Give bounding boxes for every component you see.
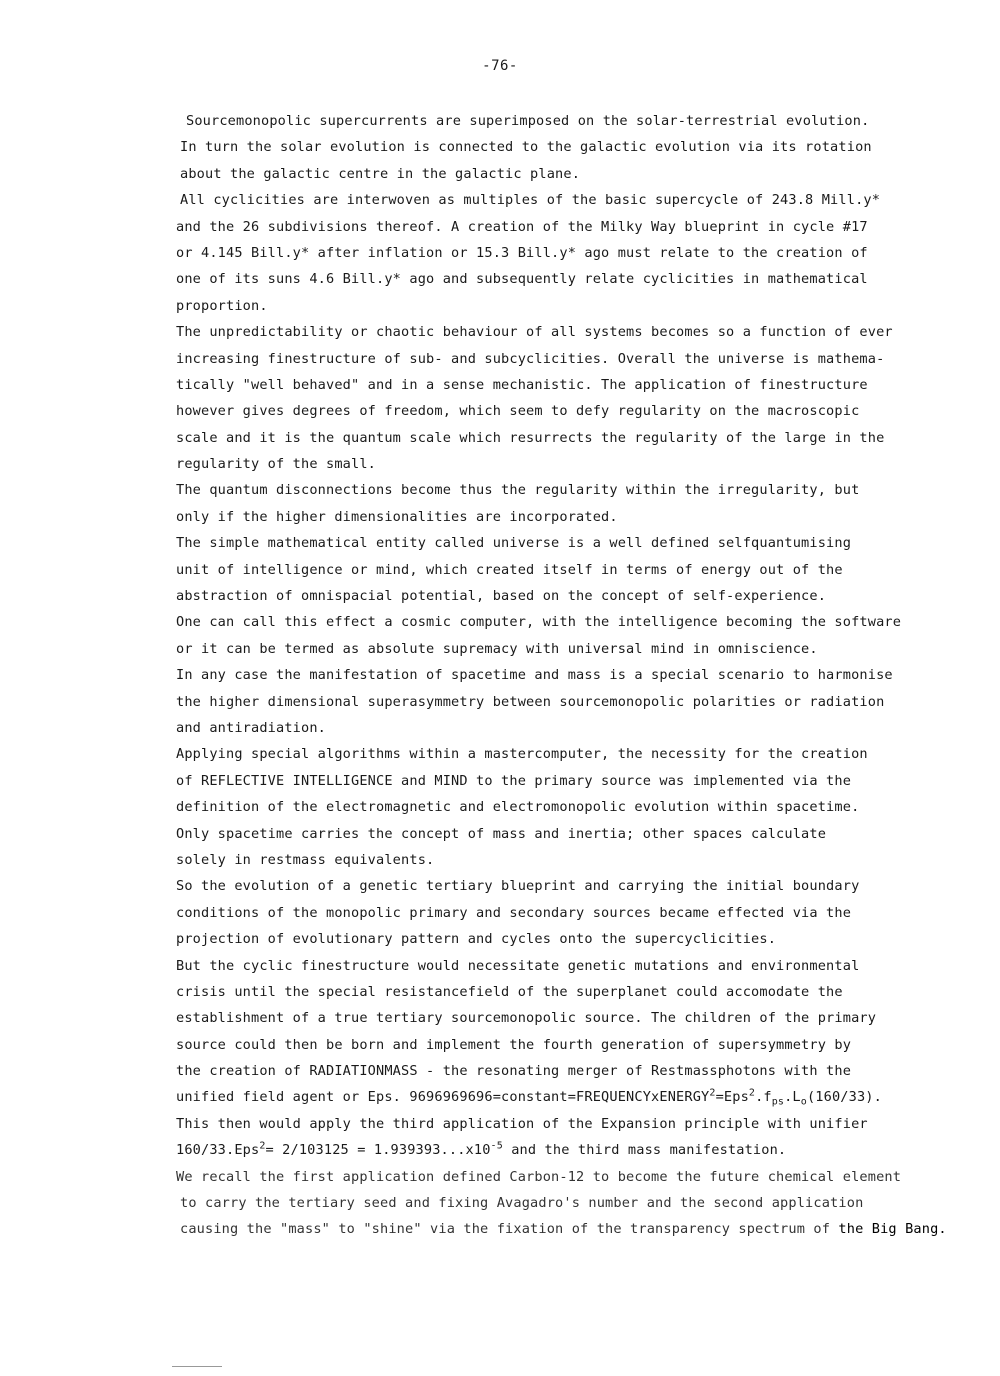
text-line: crisis until the special resistancefield of the superplanet could accomodate the <box>176 983 843 1000</box>
text-line: So the evolution of a genetic tertiary blueprint and carrying the initial boundary <box>176 878 860 895</box>
subscript: o <box>800 1097 807 1109</box>
text-line: unit of intelligence or mind, which created itself in terms of energy out of the <box>176 561 843 578</box>
text-line: increasing finestructure of sub- and subcyclicities. Overall the universe is mathema- <box>176 350 885 367</box>
text-line: We recall the first application defined Carbon-12 to become the future chemical element <box>176 1168 902 1185</box>
subscript: ps <box>771 1097 785 1109</box>
text-line: the higher dimensional superasymmetry between sourcemonopolic polarities or radiation <box>176 693 885 710</box>
text-line: however gives degrees of freedom, which seem to defy regularity on the macroscopic <box>176 403 860 420</box>
formula-text: .f <box>755 1089 772 1106</box>
text-line: solely in restmass equivalents. <box>176 851 435 868</box>
text-line: definition of the electromagnetic and electromonopolic evolution within spacetime. <box>176 799 860 816</box>
formula-text: = 2/103125 = 1.939393...x10 <box>265 1142 491 1159</box>
text-line: In any case the manifestation of spacetime and mass is a special scenario to harmonise <box>176 667 893 684</box>
text-line: the creation of RADIATIONMASS - the resonating merger of Restmassphotons with the <box>176 1063 852 1080</box>
text-line: scale and it is the quantum scale which resurrects the regularity of the large in the <box>176 429 885 446</box>
formula-text: and the third mass manifestation. <box>502 1142 787 1159</box>
superscript: 2 <box>709 1087 716 1099</box>
footer-rule <box>172 1366 222 1367</box>
text-line: All cyclicities are interwoven as multiples of the basic supercycle of 243.8 Mill.y* <box>180 192 881 209</box>
text-line: Only spacetime carries the concept of mass and inertia; other spaces calculate <box>176 825 827 842</box>
text-line: or 4.145 Bill.y* after inflation or 15.3 Bill.y* ago must relate to the creation of <box>176 244 868 261</box>
superscript: -5 <box>490 1140 503 1152</box>
text-line: proportion. <box>176 297 268 314</box>
text-line: of REFLECTIVE INTELLIGENCE and MIND to the primary source was implemented via the <box>176 772 852 789</box>
unifier-line <box>176 1137 976 1163</box>
text-line: or it can be termed as absolute supremacy with universal mind in omniscience. <box>176 640 818 657</box>
text-line: causing the "mass" to "shine" via the fixation of the transparency spectrum of <box>180 1221 839 1238</box>
body-text <box>176 108 976 1243</box>
superscript: 2 <box>259 1140 266 1152</box>
text-line: source could then be born and implement the fourth generation of supersymmetry by <box>176 1036 852 1053</box>
formula-text: =Eps <box>715 1089 749 1106</box>
text-line: and antiradiation. <box>176 719 327 736</box>
text-line: and the 26 subdivisions thereof. A creation of the Milky Way blueprint in cycle #17 <box>176 218 868 235</box>
text-line: projection of evolutionary pattern and cycles onto the supercyclicities. <box>176 931 777 948</box>
text-line: The unpredictability or chaotic behaviour of all systems becomes so a function of ever <box>176 324 893 341</box>
text-line: abstraction of omnispacial potential, based on the concept of self-experience. <box>176 588 827 605</box>
text-line: conditions of the monopolic primary and secondary sources became effected via the <box>176 904 852 921</box>
text-line: Sourcemonopolic supercurrents are superimposed on the solar-terrestrial evolution. <box>186 113 870 129</box>
text-line: This then would apply the third application of the Expansion principle with unifier <box>176 1115 868 1132</box>
text-line: one of its suns 4.6 Bill.y* ago and subsequently relate cyclicities in mathematical <box>176 271 868 288</box>
last-line-tail: the Big Bang. <box>838 1221 947 1238</box>
text-line: about the galactic centre in the galactic plane. <box>180 165 581 182</box>
last-line <box>176 1216 976 1242</box>
formula-text: unified field agent or Eps. 9696969696=constant=FREQUENCYxENERGY <box>176 1089 710 1106</box>
text-line: In turn the solar evolution is connected to the galactic evolution via its rotation <box>180 139 872 156</box>
text-line: The simple mathematical entity called universe is a well defined selfquantumising <box>176 535 852 552</box>
text-line: only if the higher dimensionalities are incorporated. <box>176 508 618 525</box>
text-line: to carry the tertiary seed and fixing Avagadro's number and the second application <box>180 1195 864 1212</box>
formula-line <box>176 1084 976 1110</box>
formula-text: .L <box>784 1089 801 1106</box>
text-line: regularity of the small. <box>176 456 377 473</box>
text-line: Applying special algorithms within a mastercomputer, the necessity for the creation <box>176 746 868 763</box>
text-line: establishment of a true tertiary sourcemonopolic source. The children of the primary <box>176 1010 877 1027</box>
formula-text: 160/33.Eps <box>176 1142 260 1159</box>
text-line: But the cyclic finestructure would necessitate genetic mutations and environmental <box>176 957 860 974</box>
superscript: 2 <box>748 1087 756 1099</box>
formula-text: (160/33). <box>806 1089 882 1106</box>
text-line: tically "well behaved" and in a sense mechanistic. The application of finestructure <box>176 376 868 393</box>
page-number: -76- <box>482 58 518 74</box>
text-line: One can call this effect a cosmic computer, with the intelligence becoming the software <box>176 614 902 631</box>
text-line: The quantum disconnections become thus the regularity within the irregularity, but <box>176 482 860 499</box>
